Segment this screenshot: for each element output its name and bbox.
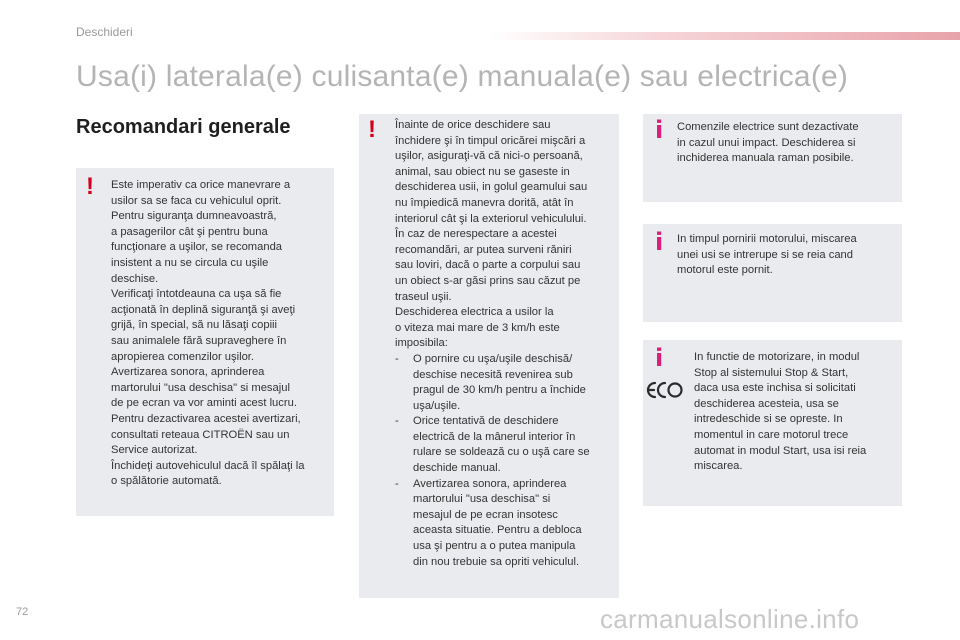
info-box-stop-start-text: In functie de motorizare, in modul Stop al sistemului Stop & Start, daca usa este inchisa si solicitati deschiderea acesteia, usa se intredeschide si se opreste. In momentul in care motorul trece automat in modul Start, usa isi reia miscarea. [694, 351, 867, 473]
info-box-stop-start [643, 340, 902, 506]
section-subtitle: Recomandari generale [76, 116, 291, 138]
warning-icon: ! [368, 116, 376, 143]
warning-box-left [76, 168, 334, 516]
info-box-engine-start [643, 224, 902, 322]
info-icon: i [655, 344, 664, 372]
info-icon: i [655, 228, 664, 256]
conditions-list [395, 352, 617, 570]
section-label: Deschideri [76, 25, 133, 39]
info-icon: i [655, 116, 664, 144]
page-title: Usa(i) laterala(e) culisanta(e) manuala(e) sau electrica(e) [76, 60, 849, 93]
eco-icon [644, 378, 684, 402]
warning-box-middle-text: Înainte de orice deschidere sau închidere şi în timpul oricărei mişcări a uşilor, asiguraţi-vă că nici-o persoană, animal, sau obiect nu se gaseste in deschiderea usii, in golul geamului sau nu împiedică manevra dorită, atât în interiorul cât şi la exteriorul vehiculului. În caz de nerespectare a acestei recomandări, ar putea surveni răniri sau loviri, dacă o parte a corpului sau un obiect s-ar găsi prins sau căzut pe traseul uşii. Deschiderea electrica a usilor la o viteza mai mare de 3 km/h este imposibila: - O pornire cu uşa/uşile deschisă/ deschise necesită revenirea sub pragul de 30 km/h pentru a închide uşa/uşile. - Orice tentativă de deschidere electrică de la mânerul interior în rulare se soldează cu o uşă care se deschide manual. - Avertizarea sonora, aprinderea martorului "usa deschisa" si mesajul de pe ecran insotesc aceasta situatie. Pentru a debloca usa şi pentru a o putea manipula din nou trebuie sa opriti vehiculul. [395, 118, 617, 570]
warning-box-middle [359, 114, 619, 598]
page-number: 72 [16, 606, 29, 618]
warning-icon: ! [86, 173, 94, 200]
watermark-text: carmanualsonline.info [600, 604, 860, 634]
list-item: - Orice tentativă de deschidere electrică de la mânerul interior în rulare se soldează cu o uşă care se deschide manual. [395, 414, 617, 476]
list-item: - O pornire cu uşa/uşile deschisă/ deschise necesită revenirea sub pragul de 30 km/h pentru a închide uşa/uşile. [395, 352, 617, 414]
info-box-impact-text: Comenzile electrice sunt dezactivate in cazul unui impact. Deschiderea si inchiderea manuala raman posibile. [677, 121, 859, 165]
warning-box-left-text: Este imperativ ca orice manevrare a usilor sa se faca cu vehiculul oprit. Pentru siguranţa dumneavoastră, a pasagerilor cât şi pentru buna funcţionare a uşilor, se recomanda insistent a nu se circula cu uşile deschise. Verificaţi întotdeauna ca uşa să fie acţionată în deplină siguranţă şi aveţi grijă, în special, să nu lăsaţi copiii sau animalele fără supraveghere în apropierea comenzilor uşilor. Avertizarea sonora, aprinderea martorului "usa deschisa" si mesajul de pe ecran va vor aminti acest lucru. Pentru dezactivarea acestei avertizari, consultati reteaua CITROËN sau un Service autorizat. Închideţi autovehiculul dacă îl spălaţi la o spălătorie automată. [111, 179, 305, 488]
header-gradient-bar [490, 32, 960, 40]
info-box-impact [643, 114, 902, 202]
info-box-engine-start-text: In timpul pornirii motorului, miscarea unei usi se intrerupe si se reia cand motorul este pornit. [677, 233, 857, 277]
list-item: - Avertizarea sonora, aprinderea martorului "usa deschisa" si mesajul de pe ecran insotesc aceasta situatie. Pentru a debloca usa şi pentru a o putea manipula din nou trebuie sa opriti vehiculul. [395, 477, 617, 571]
